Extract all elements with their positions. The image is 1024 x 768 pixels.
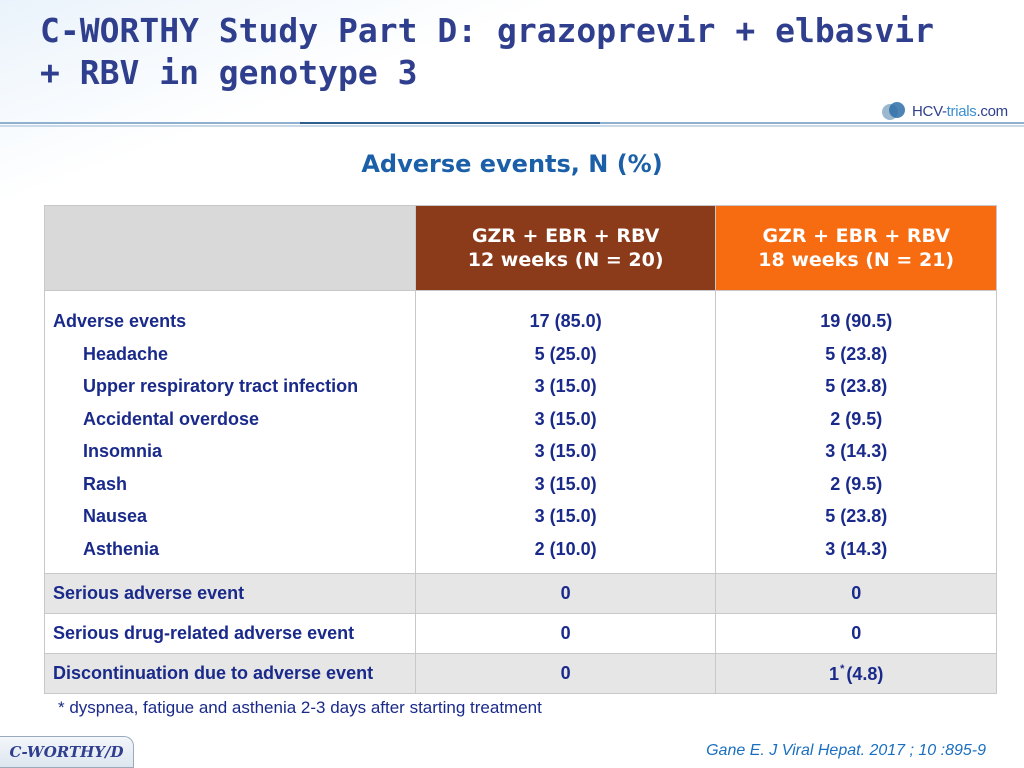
ae-rash-18w: 2 (9.5) bbox=[830, 473, 883, 494]
serious-ae-12w: 0 bbox=[415, 574, 716, 614]
footnote: * dyspnea, fatigue and asthenia 2-3 days after starting treatment bbox=[58, 698, 542, 717]
header-12-weeks bbox=[415, 206, 716, 291]
ae-asthenia-18w: 3 (14.3) bbox=[825, 538, 888, 559]
serious-ae-18w: 0 bbox=[716, 574, 997, 614]
ae-label-overdose: Accidental overdose bbox=[83, 408, 260, 429]
header-12-weeks-line2: 12 weeks (N = 20) bbox=[467, 249, 664, 271]
citation: Gane E. J Viral Hepat. 2017 ; 10 :895-9 bbox=[706, 742, 986, 759]
header-18-weeks-line1: GZR + EBR + RBV bbox=[762, 225, 950, 247]
header-18-weeks bbox=[716, 206, 997, 291]
ae-nausea-12w: 3 (15.0) bbox=[534, 506, 597, 526]
header-blank-cell bbox=[45, 206, 416, 291]
study-tab: C-WORTHY/D bbox=[0, 736, 134, 768]
ae-total-18w: 19 (90.5) bbox=[820, 311, 893, 331]
ae-label-uri: Upper respiratory tract infection bbox=[83, 376, 359, 396]
header-12-weeks-line1: GZR + EBR + RBV bbox=[471, 225, 660, 247]
logo-text bbox=[912, 103, 1008, 120]
discontinuation-row bbox=[45, 654, 997, 694]
ae-headache-12w: 5 (25.0) bbox=[534, 343, 597, 364]
ae-uri-18w: 5 (23.8) bbox=[825, 376, 888, 396]
ae-label-asthenia: Asthenia bbox=[83, 538, 160, 559]
adverse-events-row bbox=[45, 291, 997, 574]
logo-text-part1: HCV- bbox=[912, 102, 947, 120]
serious-ae-label: Serious adverse event bbox=[45, 574, 416, 614]
discontinuation-12w: 0 bbox=[415, 654, 716, 694]
table-subtitle: Adverse events, N (%) bbox=[361, 150, 663, 178]
ae-uri-12w: 3 (15.0) bbox=[534, 376, 597, 396]
ae-label-headache: Headache bbox=[83, 343, 169, 364]
serious-drug-ae-label: Serious drug-related adverse event bbox=[45, 614, 416, 654]
ae-overdose-18w: 2 (9.5) bbox=[830, 408, 883, 429]
adverse-events-18-weeks bbox=[716, 291, 997, 574]
hcv-trials-logo bbox=[880, 99, 1008, 123]
adverse-events-table bbox=[44, 205, 997, 694]
discontinuation-18w-count: 1 bbox=[829, 663, 840, 684]
ae-label-rash: Rash bbox=[83, 473, 128, 494]
discontinuation-18w-pct: (4.8) bbox=[846, 663, 884, 684]
discontinuation-label: Discontinuation due to adverse event bbox=[45, 654, 416, 694]
ae-nausea-18w: 5 (23.8) bbox=[825, 506, 888, 526]
ae-headache-18w: 5 (23.8) bbox=[825, 343, 888, 364]
title-divider bbox=[0, 122, 1024, 128]
discontinuation-18w bbox=[716, 654, 997, 694]
ae-rash-12w: 3 (15.0) bbox=[534, 473, 597, 494]
adverse-events-labels bbox=[45, 291, 416, 574]
serious-drug-ae-12w: 0 bbox=[415, 614, 716, 654]
logo-icon bbox=[880, 100, 908, 122]
title-line-2: + RBV in genotype 3 bbox=[40, 53, 418, 92]
header-18-weeks-line2: 18 weeks (N = 21) bbox=[758, 249, 955, 271]
ae-asthenia-12w: 2 (10.0) bbox=[534, 538, 597, 559]
ae-total-12w: 17 (85.0) bbox=[529, 311, 602, 331]
ae-label-nausea: Nausea bbox=[83, 506, 148, 526]
adverse-events-label: Adverse events bbox=[53, 311, 187, 331]
table-header-row bbox=[45, 206, 997, 291]
serious-ae-row bbox=[45, 574, 997, 614]
serious-drug-ae-row bbox=[45, 614, 997, 654]
serious-drug-ae-18w: 0 bbox=[716, 614, 997, 654]
footnote-marker: * bbox=[840, 662, 845, 675]
slide-title bbox=[40, 10, 940, 94]
logo-text-part3: .com bbox=[976, 102, 1008, 120]
ae-insomnia-18w: 3 (14.3) bbox=[825, 441, 888, 461]
ae-insomnia-12w: 3 (15.0) bbox=[534, 441, 597, 461]
ae-overdose-12w: 3 (15.0) bbox=[534, 408, 597, 429]
logo-text-part2: trials bbox=[946, 102, 977, 120]
ae-label-insomnia: Insomnia bbox=[83, 441, 163, 461]
adverse-events-12-weeks bbox=[415, 291, 716, 574]
title-line-1: C-WORTHY Study Part D: grazoprevir + elbasvir bbox=[40, 11, 935, 50]
